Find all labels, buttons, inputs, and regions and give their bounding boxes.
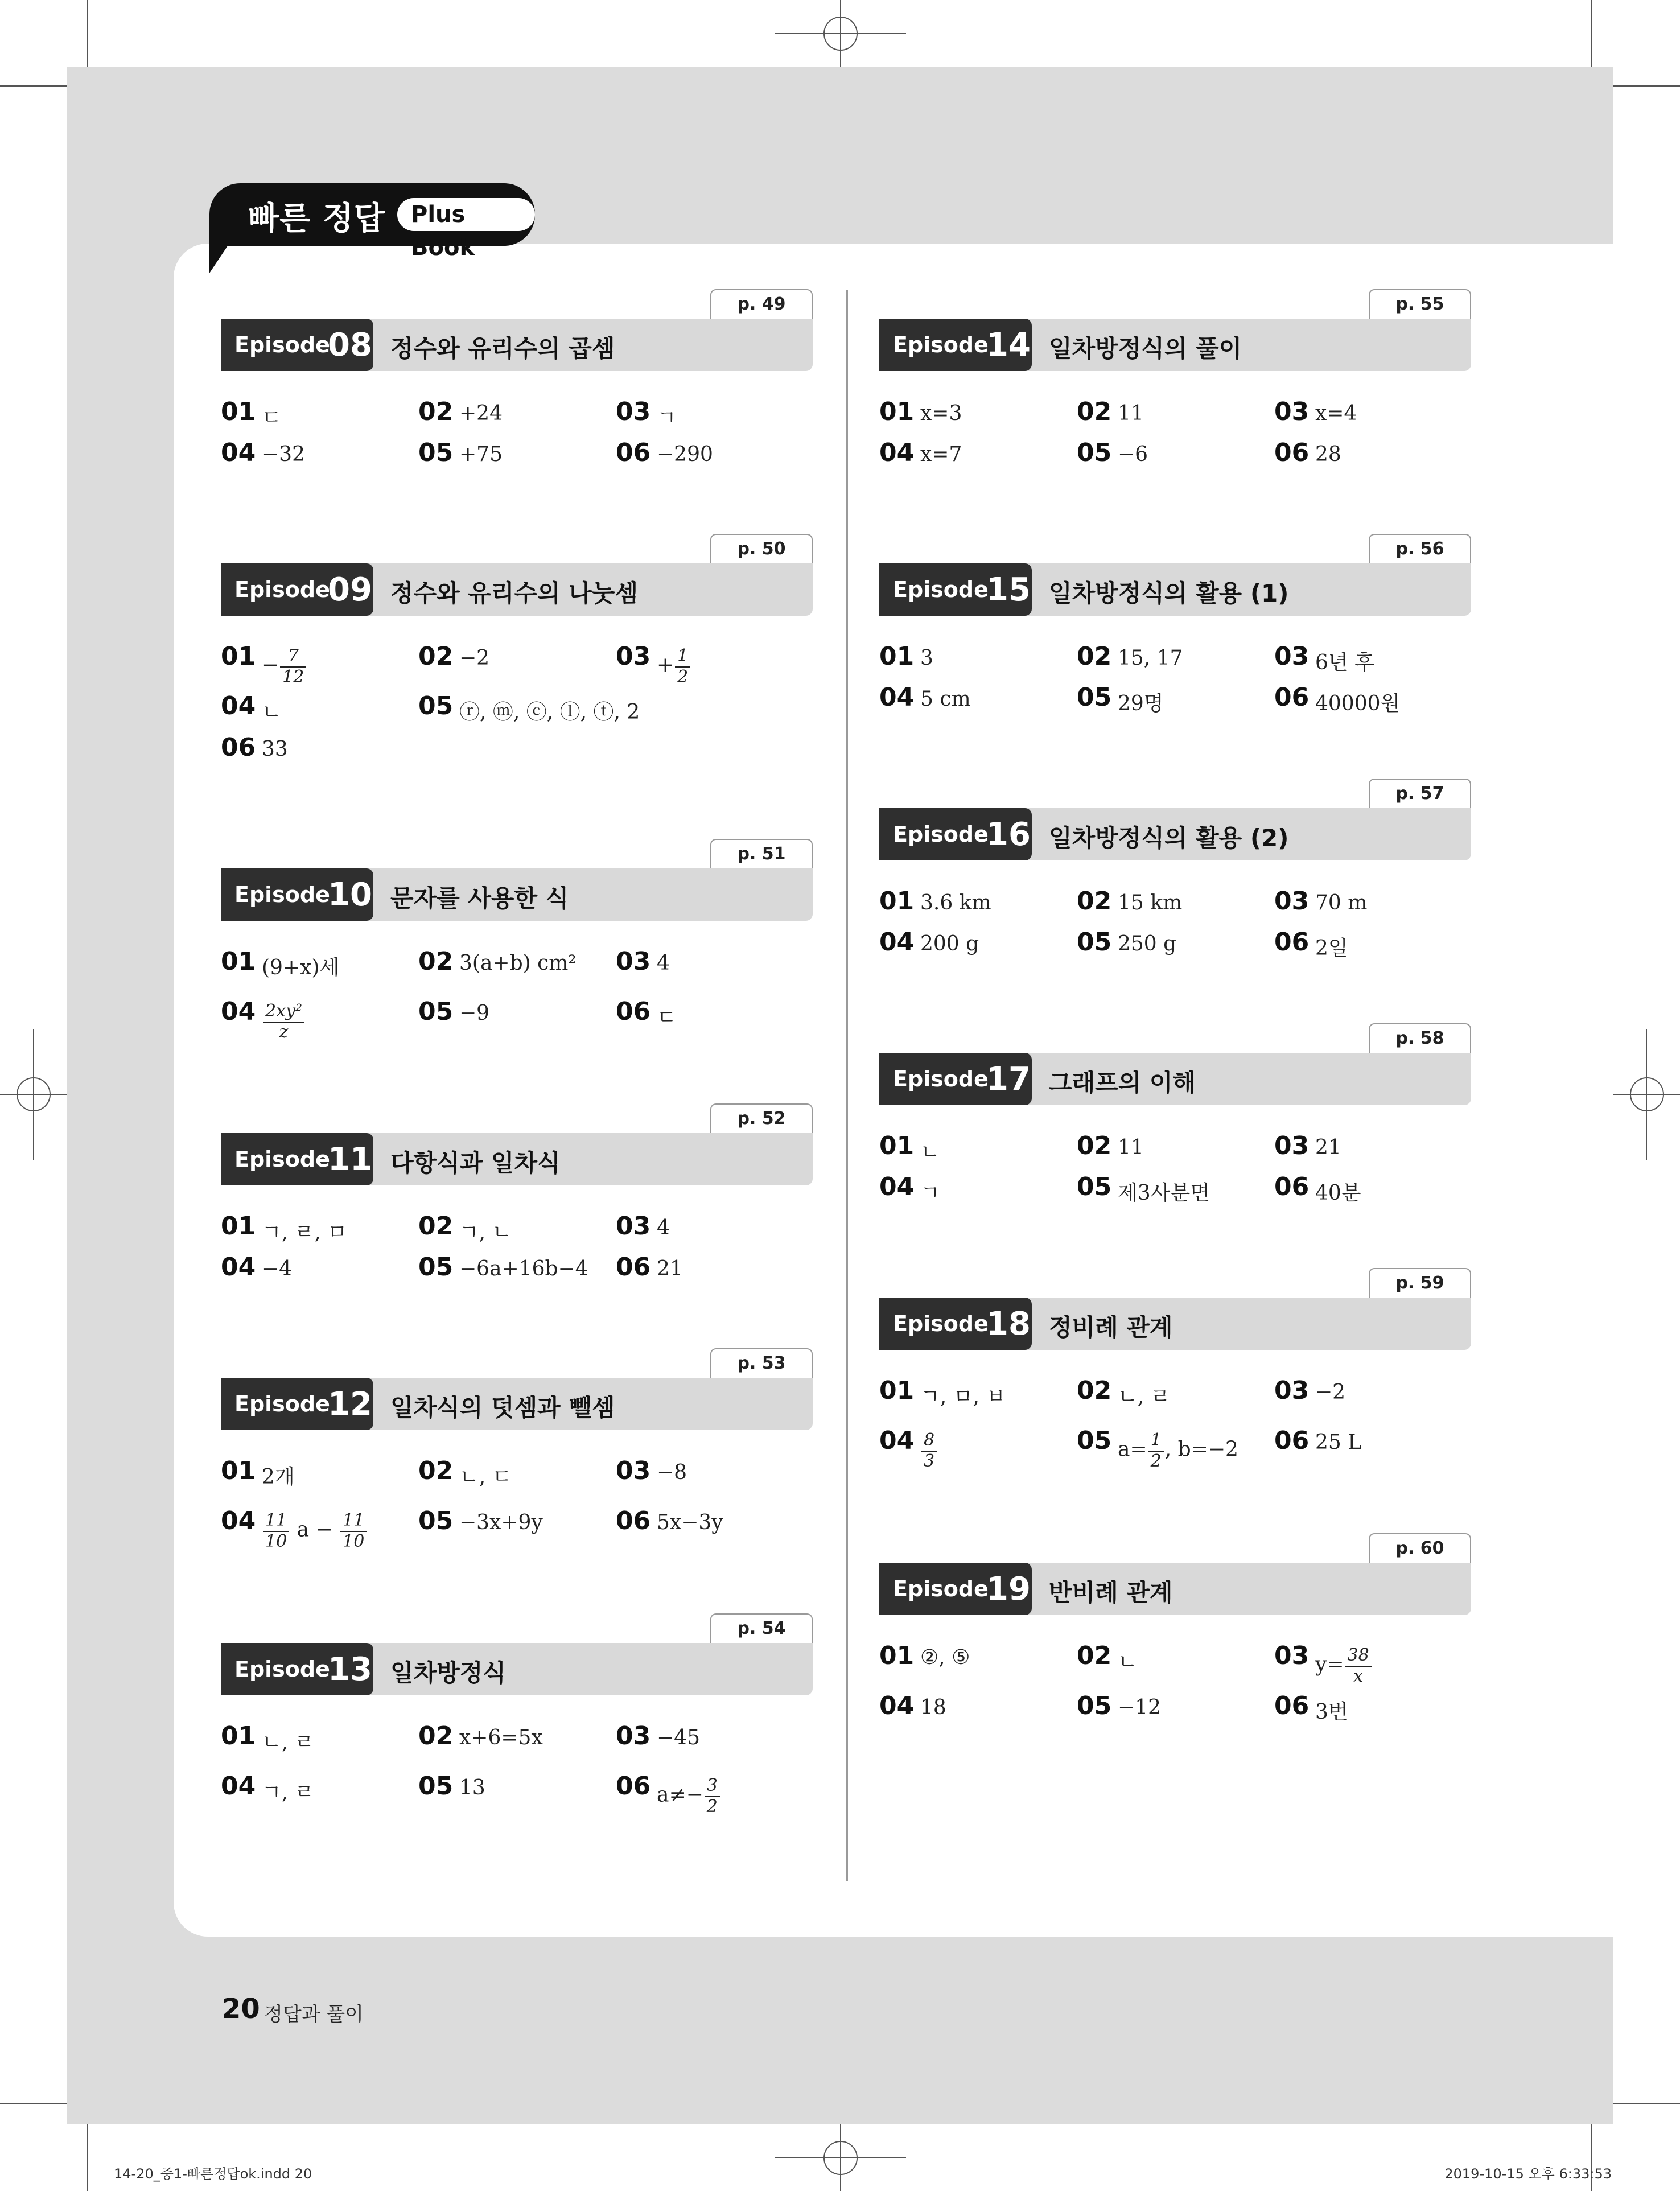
episode-title: 일차방정식의 활용 (1)	[1049, 579, 1289, 607]
plus-book-badge: Plus Book	[397, 198, 535, 231]
fraction: $\frac{\text{2xy²}}{z}$	[263, 1002, 304, 1042]
answer-value: 29명	[1118, 692, 1164, 715]
answer-value: 11	[1118, 1136, 1144, 1159]
question-number: 01	[879, 1376, 915, 1405]
answer-value: 5 cm	[920, 687, 971, 711]
question-number: 05	[1077, 1172, 1112, 1201]
episode-title-bar	[879, 1053, 1471, 1105]
question-number: 01	[879, 1641, 915, 1670]
registration-mark-icon	[823, 2141, 858, 2175]
episode-title-bar	[221, 319, 813, 371]
question-number: 04	[221, 1772, 256, 1801]
episode-block	[221, 1348, 813, 1551]
answer-value: −2	[459, 646, 490, 670]
question-number: 06	[1274, 438, 1310, 467]
answer-value: 2일	[1315, 937, 1348, 960]
episode-label	[221, 1133, 373, 1185]
episode-block	[221, 289, 813, 468]
answer-value: −45	[657, 1726, 700, 1749]
answer-value: −32	[262, 443, 305, 466]
fraction: $\frac{7}{12}$	[280, 646, 306, 687]
question-number: 06	[616, 438, 651, 467]
episode-title-bar	[879, 808, 1471, 860]
question-number: 01	[221, 1456, 256, 1485]
answer-value: −3x+9y	[459, 1511, 543, 1534]
question-number: 02	[418, 1456, 454, 1485]
question-number: 04	[221, 438, 256, 467]
question-number: 05	[418, 1506, 454, 1535]
episode-word: Episode	[893, 822, 989, 847]
episode-title: 정비례 관계	[1049, 1313, 1173, 1341]
episode-label	[879, 1053, 1032, 1105]
question-number: 05	[1077, 1426, 1112, 1455]
question-number: 02	[418, 397, 454, 426]
episode-block	[221, 839, 813, 1042]
fraction: $\frac{11}{10}$	[340, 1511, 367, 1551]
answer-value: +75	[459, 443, 503, 466]
question-number: 02	[1077, 1131, 1112, 1160]
answer-value: ㄱ, ㄴ	[459, 1221, 512, 1244]
answer-value: 200 g	[920, 932, 979, 956]
question-number: 03	[1274, 1641, 1310, 1670]
question-number: 03	[1274, 642, 1310, 671]
question-number: 04	[879, 1172, 915, 1201]
episode-number: 18	[986, 1305, 1031, 1342]
answer-value: ㄴ, ㄷ	[459, 1465, 512, 1489]
question-number: 01	[221, 1212, 256, 1241]
episode-title: 문자를 사용한 식	[390, 884, 569, 912]
episode-block	[221, 534, 813, 762]
episode-title-bar	[879, 319, 1471, 371]
answer-value: − $\frac{7}{12}$	[262, 646, 307, 687]
episode-number: 08	[328, 327, 372, 364]
page-reference-tab: p. 51	[710, 839, 813, 868]
question-number: 01	[879, 1131, 915, 1160]
question-number: 02	[418, 1722, 454, 1751]
crop-mark	[87, 0, 88, 67]
episode-title-bar	[879, 563, 1471, 616]
answer-value: x=7	[920, 443, 962, 466]
episode-number: 11	[328, 1141, 372, 1178]
column-divider	[846, 290, 848, 1881]
question-number: 03	[616, 1722, 651, 1751]
answer-value: ㄴ	[262, 701, 282, 724]
fraction: $\frac{11}{10}$	[263, 1511, 289, 1551]
answer-value: 21	[657, 1257, 683, 1280]
episode-block	[879, 1023, 1471, 1205]
answer-value: ㄴ	[920, 1140, 940, 1164]
answer-value: x+6=5x	[459, 1726, 543, 1749]
question-number: 02	[418, 947, 454, 976]
question-number: 03	[616, 947, 651, 976]
question-number: 06	[1274, 1426, 1310, 1455]
answer-value: ㄷ	[657, 1006, 677, 1029]
question-number: 05	[418, 438, 454, 467]
answer-value: −2	[1315, 1381, 1346, 1404]
answer-value: 28	[1315, 443, 1341, 466]
fraction: $\frac{1}{2}$	[675, 646, 690, 687]
episode-block	[221, 1613, 813, 1817]
crop-mark	[0, 85, 67, 87]
question-number: 03	[616, 397, 651, 426]
crop-mark	[87, 2124, 88, 2191]
episode-word: Episode	[893, 1311, 989, 1336]
answer-value: ㄷ	[262, 406, 282, 430]
answer-value: −290	[657, 443, 713, 466]
fraction: $\frac{8}{3}$	[921, 1431, 937, 1471]
answer-value: ㄴ, ㄹ	[1118, 1385, 1171, 1408]
answer-value: −12	[1118, 1696, 1161, 1719]
episode-word: Episode	[234, 1657, 330, 1682]
page-reference-tab: p. 60	[1369, 1533, 1471, 1563]
page-reference-tab: p. 49	[710, 289, 813, 319]
answer-value: a= $\frac{1}{2}$ , b=−2	[1118, 1430, 1238, 1471]
answer-value: a≠− $\frac{3}{2}$	[657, 1776, 721, 1817]
question-number: 06	[616, 1506, 651, 1535]
answer-value: + $\frac{1}{2}$	[657, 646, 691, 687]
question-number: 02	[1077, 887, 1112, 916]
answer-value: +24	[459, 402, 503, 425]
answer-value: −9	[459, 1002, 490, 1025]
answer-value: 15, 17	[1118, 646, 1183, 670]
episode-word: Episode	[234, 332, 330, 357]
question-number: 06	[221, 733, 256, 762]
episode-word: Episode	[234, 882, 330, 907]
episode-block	[879, 779, 1471, 958]
episode-title: 그래프의 이해	[1049, 1069, 1196, 1097]
question-number: 03	[1274, 397, 1310, 426]
episode-label	[221, 563, 373, 616]
episode-title: 반비례 관계	[1049, 1579, 1173, 1607]
file-slug: 14-20_중1-빠른정답ok.indd 20	[114, 2166, 312, 2182]
question-number: 02	[418, 642, 454, 671]
answer-value: x=4	[1315, 402, 1357, 425]
question-number: 05	[1077, 438, 1112, 467]
episode-number: 10	[328, 876, 372, 913]
page-reference-tab: p. 55	[1369, 289, 1471, 319]
question-number: 06	[616, 997, 651, 1026]
crop-mark	[0, 2103, 67, 2104]
answer-value: 33	[262, 738, 288, 761]
question-number: 05	[1077, 1691, 1112, 1720]
episode-label	[221, 1378, 373, 1430]
page-reference-tab: p. 53	[710, 1348, 813, 1378]
answer-value: (9+x)세	[262, 956, 340, 979]
crop-mark	[1591, 0, 1592, 67]
section-title: 빠른 정답	[248, 200, 385, 237]
answer-value: 40000원	[1315, 692, 1401, 715]
episode-label	[879, 319, 1032, 371]
question-number: 06	[616, 1253, 651, 1282]
answer-value: 3	[920, 646, 933, 670]
answer-value: 21	[1315, 1136, 1341, 1159]
question-number: 02	[1077, 1376, 1112, 1405]
question-number: 04	[221, 1253, 256, 1282]
question-number: 02	[418, 1212, 454, 1241]
episode-word: Episode	[893, 332, 989, 357]
question-number: 03	[1274, 1131, 1310, 1160]
answer-value: 5x−3y	[657, 1511, 723, 1534]
question-number: 03	[1274, 1376, 1310, 1405]
episode-number: 16	[986, 816, 1031, 853]
episode-block	[879, 534, 1471, 713]
episode-word: Episode	[234, 577, 330, 602]
answer-value: ②, ⑤	[920, 1646, 970, 1669]
answer-value: 25 L	[1315, 1431, 1362, 1454]
episode-block	[879, 1268, 1471, 1471]
question-number: 04	[221, 1506, 256, 1535]
question-number: 04	[221, 691, 256, 720]
print-timestamp: 2019-10-15 오후 6:33:53	[1444, 2166, 1612, 2182]
question-number: 06	[1274, 683, 1310, 712]
answer-value: 250 g	[1118, 932, 1177, 956]
answer-value: 제3사분면	[1118, 1181, 1210, 1205]
section-header	[209, 183, 535, 261]
header-tail	[209, 239, 232, 273]
answer-value: −6	[1118, 443, 1148, 466]
episode-word: Episode	[893, 1066, 989, 1092]
question-number: 04	[879, 438, 915, 467]
question-number: 06	[1274, 1172, 1310, 1201]
episode-number: 12	[328, 1386, 372, 1423]
answer-value: 3.6 km	[920, 891, 991, 915]
page-reference-tab: p. 52	[710, 1103, 813, 1133]
episode-title: 일차식의 덧셈과 뺄셈	[390, 1394, 615, 1422]
answer-value: 15 km	[1118, 891, 1183, 915]
answer-value: 4	[657, 1216, 670, 1239]
episode-number: 13	[328, 1651, 372, 1688]
episode-number: 14	[986, 327, 1031, 364]
question-number: 03	[616, 1212, 651, 1241]
episode-label	[221, 319, 373, 371]
episode-title-bar	[221, 1133, 813, 1185]
episode-title-bar	[879, 1563, 1471, 1615]
episode-label	[221, 1643, 373, 1695]
answer-value: −8	[657, 1461, 687, 1484]
question-number: 02	[1077, 1641, 1112, 1670]
episode-word: Episode	[234, 1391, 330, 1416]
question-number: 06	[1274, 1691, 1310, 1720]
answer-value: 3번	[1315, 1700, 1348, 1724]
question-number: 01	[879, 642, 915, 671]
page-reference-tab: p. 58	[1369, 1023, 1471, 1053]
answer-value: 18	[920, 1696, 946, 1719]
question-number: 01	[879, 397, 915, 426]
answer-value: 40분	[1315, 1181, 1361, 1205]
question-number: 05	[418, 1772, 454, 1801]
page-reference-tab: p. 54	[710, 1613, 813, 1643]
answer-value: ㄱ, ㄹ, ㅁ	[262, 1221, 348, 1244]
episode-title: 다항식과 일차식	[390, 1149, 561, 1177]
question-number: 02	[1077, 397, 1112, 426]
question-number: 04	[879, 1691, 915, 1720]
episode-label	[879, 563, 1032, 616]
episode-number: 17	[986, 1061, 1031, 1098]
question-number: 06	[1274, 928, 1310, 957]
question-number: 01	[221, 397, 256, 426]
answer-value: ㄱ, ㄹ	[262, 1781, 315, 1804]
episode-number: 19	[986, 1571, 1031, 1608]
episode-word: Episode	[893, 1576, 989, 1601]
question-number: 01	[221, 642, 256, 671]
answer-value: ㄱ, ㅁ, ㅂ	[920, 1385, 1006, 1408]
answer-value	[920, 1431, 938, 1471]
fraction: $\frac{3}{2}$	[705, 1776, 720, 1817]
episode-block	[879, 1533, 1471, 1724]
question-number: 05	[418, 691, 454, 720]
episode-title: 정수와 유리수의 곱셈	[390, 335, 615, 363]
episode-block	[879, 289, 1471, 468]
episode-title-bar	[879, 1298, 1471, 1350]
question-number: 04	[879, 683, 915, 712]
registration-mark-icon	[17, 1077, 51, 1111]
question-number: 04	[879, 1426, 915, 1455]
answer-value: ㄱ	[657, 406, 677, 430]
episode-label	[879, 1563, 1032, 1615]
episode-number: 15	[986, 571, 1031, 608]
answer-value: ⓡ, ⓜ, ⓒ, ⓛ, ⓣ, 2	[459, 701, 640, 724]
answer-value: y= $\frac{38}{x}$	[1315, 1646, 1373, 1686]
answer-value: ㄴ	[1118, 1650, 1138, 1674]
answer-value: 6년 후	[1315, 651, 1374, 674]
question-number: 03	[1274, 887, 1310, 916]
question-number: 02	[1077, 642, 1112, 671]
question-number: 05	[418, 997, 454, 1026]
episode-title-bar	[221, 1643, 813, 1695]
answer-value	[262, 1002, 306, 1042]
footer-section-label: 정답과 풀이	[264, 2003, 364, 2026]
episode-title-bar	[221, 563, 813, 616]
episode-label	[879, 1298, 1032, 1350]
answer-value: 70 m	[1315, 891, 1368, 915]
registration-mark-icon	[823, 17, 858, 51]
episode-title: 일차방정식의 활용 (2)	[1049, 824, 1289, 852]
episode-title: 일차방정식	[390, 1659, 506, 1687]
question-number: 03	[616, 642, 651, 671]
question-number: 04	[221, 997, 256, 1026]
crop-mark	[1613, 85, 1680, 87]
episode-label	[879, 808, 1032, 860]
question-number: 04	[879, 928, 915, 957]
episode-word: Episode	[893, 577, 989, 602]
page-reference-tab: p. 59	[1369, 1268, 1471, 1298]
question-number: 05	[1077, 683, 1112, 712]
question-number: 01	[879, 887, 915, 916]
episode-label	[221, 868, 373, 921]
page-reference-tab: p. 56	[1369, 534, 1471, 563]
answer-value: ㄴ, ㄹ	[262, 1731, 315, 1754]
fraction: $\frac{1}{2}$	[1148, 1431, 1164, 1471]
answer-value: 4	[657, 952, 670, 975]
question-number: 01	[221, 947, 256, 976]
answer-value: −4	[262, 1257, 293, 1280]
episode-title: 정수와 유리수의 나눗셈	[390, 579, 638, 607]
answer-value: 3(a+b) cm²	[459, 952, 577, 975]
episode-title: 일차방정식의 풀이	[1049, 335, 1242, 363]
registration-mark-icon	[1630, 1077, 1664, 1111]
episode-block	[221, 1103, 813, 1283]
question-number: 05	[1077, 928, 1112, 957]
question-number: 06	[616, 1772, 651, 1801]
answer-value: 2개	[262, 1465, 295, 1489]
crop-mark	[1613, 2103, 1680, 2104]
question-number: 03	[616, 1456, 651, 1485]
question-number: 01	[221, 1722, 256, 1751]
episode-title-bar	[221, 868, 813, 921]
fraction: $\frac{38}{x}$	[1345, 1646, 1372, 1686]
page-number: 20	[222, 1993, 260, 2025]
episode-word: Episode	[234, 1147, 330, 1172]
answer-value: 13	[459, 1776, 485, 1799]
answer-value: −6a+16b−4	[459, 1257, 588, 1280]
page-reference-tab: p. 57	[1369, 779, 1471, 808]
answer-value: x=3	[920, 402, 962, 425]
answer-value: ㄱ	[920, 1181, 940, 1205]
episode-title-bar	[221, 1378, 813, 1430]
answer-value: $\frac{11}{10}$ a − $\frac{11}{10}$	[262, 1511, 368, 1551]
answer-value: 11	[1118, 402, 1144, 425]
page-reference-tab: p. 50	[710, 534, 813, 563]
episode-number: 09	[328, 571, 372, 608]
question-number: 05	[418, 1253, 454, 1282]
